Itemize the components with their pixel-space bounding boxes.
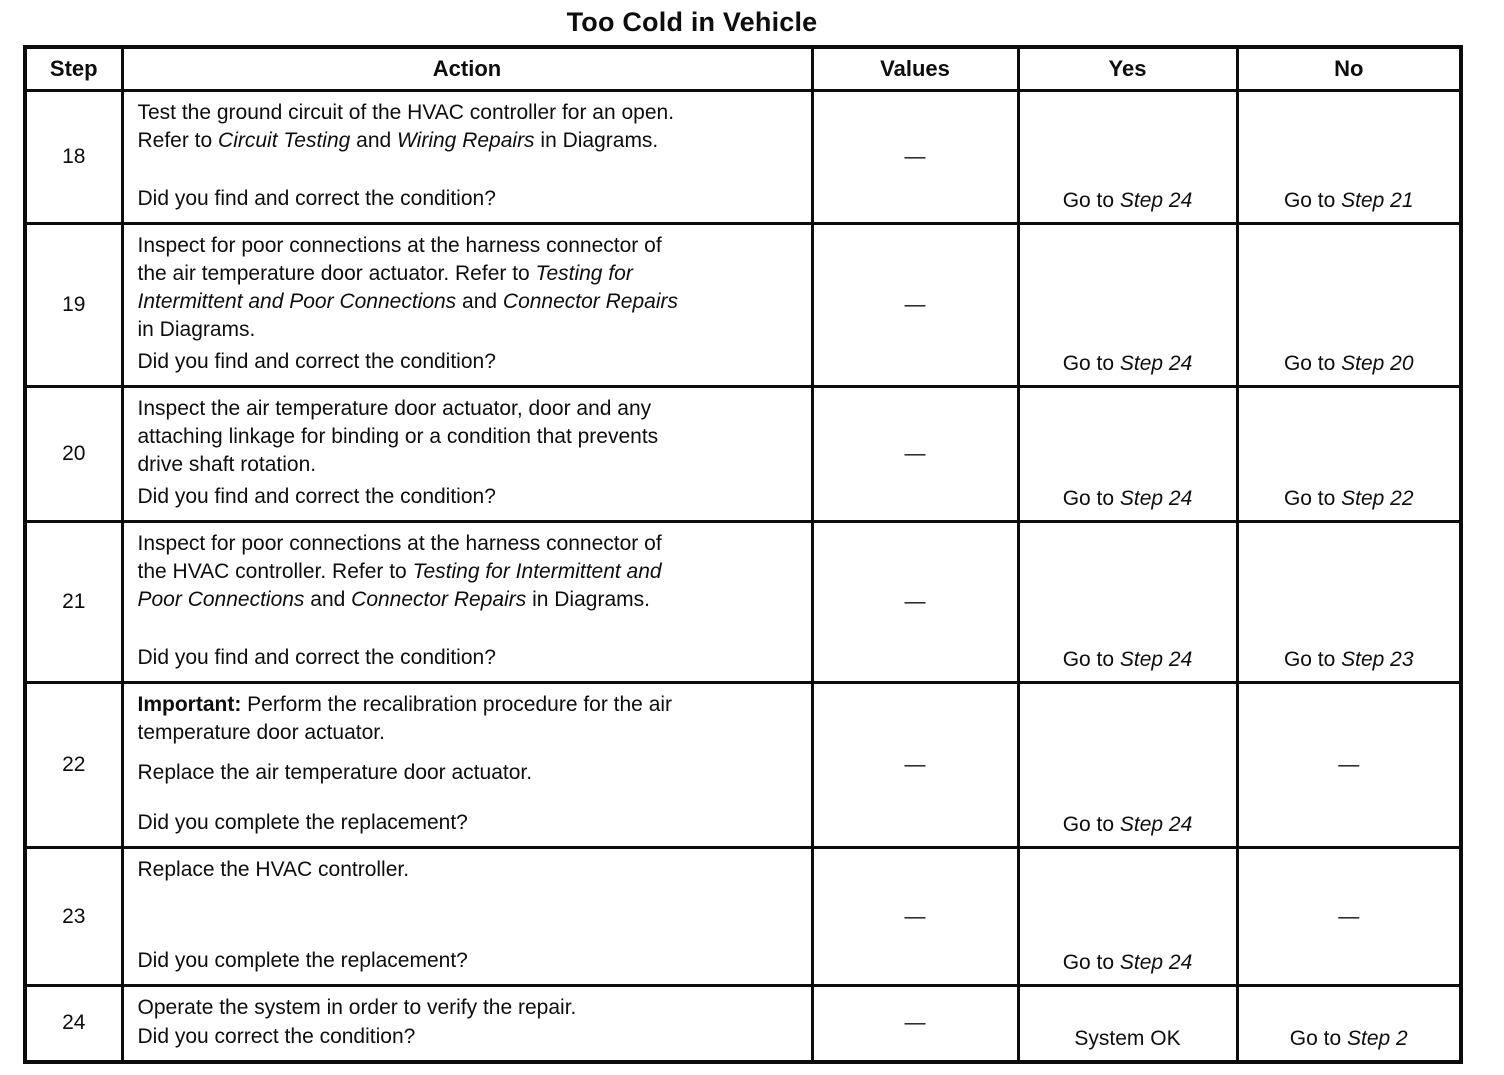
no-link: Go to Step 22 <box>1283 487 1414 510</box>
no-cell <box>1237 91 1461 224</box>
yes-cell <box>1018 91 1237 224</box>
column-header-step: Step <box>25 47 122 91</box>
step-number: 21 <box>25 522 122 683</box>
values-cell <box>812 683 1018 848</box>
action-question: Did you complete the replacement? <box>137 811 468 834</box>
values-dash: — <box>904 904 926 928</box>
action-text: Replace the HVAC controller. <box>137 858 410 881</box>
action-cell <box>122 387 812 522</box>
action-cell <box>122 91 812 224</box>
no-cell <box>1237 224 1461 387</box>
action-text: Test the ground circuit of the HVAC controller for an open. Refer to Circuit Testing and Wiring Repairs in Diagrams. <box>137 101 675 152</box>
no-cell <box>1237 683 1461 848</box>
no-cell <box>1237 986 1461 1062</box>
column-header-values: Values <box>812 47 1018 91</box>
column-header-no: No <box>1237 47 1461 91</box>
no-link: Go to Step 21 <box>1283 189 1414 212</box>
no-cell <box>1237 387 1461 522</box>
header-row <box>25 47 1461 91</box>
yes-link: Go to Step 24 <box>1062 487 1193 510</box>
values-dash: — <box>904 1011 926 1035</box>
step-number: 18 <box>25 91 122 224</box>
action-cell <box>122 848 812 986</box>
action-question: Did you find and correct the condition? <box>137 485 496 508</box>
action-cell <box>122 986 812 1062</box>
no-cell <box>1237 522 1461 683</box>
table-row-step-23 <box>25 848 1461 986</box>
step-number: 22 <box>25 683 122 848</box>
action-question: Did you find and correct the condition? <box>137 350 496 373</box>
action-cell <box>122 522 812 683</box>
action-text: Inspect for poor connections at the harness connector of the air temperature door actuator. Refer to Testing for Intermittent and Poor Connections and Connector Repairs in Diagrams. <box>137 234 678 341</box>
values-dash: — <box>904 753 926 776</box>
yes-link: Go to Step 24 <box>1062 189 1193 212</box>
values-cell <box>812 91 1018 224</box>
action-text: Replace the air temperature door actuator. <box>137 761 533 784</box>
action-cell <box>122 224 812 387</box>
values-dash: — <box>904 590 926 613</box>
table-row-step-24 <box>25 986 1461 1062</box>
action-text-important: Important: Perform the recalibration procedure for the air temperature door actuator. <box>137 693 673 744</box>
no-dash: — <box>1338 753 1360 776</box>
no-link: Go to Step 2 <box>1289 1026 1408 1050</box>
diagnostic-table <box>23 45 1463 1064</box>
yes-cell <box>1018 522 1237 683</box>
no-cell <box>1237 848 1461 986</box>
action-text: Operate the system in order to verify the repair. <box>137 996 577 1019</box>
step-number: 20 <box>25 387 122 522</box>
table-row-step-18 <box>25 91 1461 224</box>
yes-link: Go to Step 24 <box>1062 813 1193 836</box>
yes-cell <box>1018 848 1237 986</box>
step-number: 23 <box>25 848 122 986</box>
action-text: Inspect the air temperature door actuator, door and any attaching linkage for binding or a condition that prevents drive shaft rotation. <box>137 397 659 476</box>
action-text: Inspect for poor connections at the harness connector of the HVAC controller. Refer to Testing for Intermittent and Poor Connections and Connector Repairs in Diagrams. <box>137 532 662 611</box>
column-header-action: Action <box>122 47 812 91</box>
no-link: Go to Step 20 <box>1283 352 1414 375</box>
values-cell <box>812 986 1018 1062</box>
step-number: 24 <box>25 986 122 1062</box>
action-question: Did you complete the replacement? <box>137 949 468 972</box>
yes-link: Go to Step 24 <box>1062 352 1193 375</box>
yes-cell <box>1018 387 1237 522</box>
table-row-step-20 <box>25 387 1461 522</box>
action-question: Did you find and correct the condition? <box>137 187 496 210</box>
values-dash: — <box>904 145 926 168</box>
yes-cell <box>1018 224 1237 387</box>
page-title: Too Cold in Vehicle <box>566 7 818 37</box>
yes-link: Go to Step 24 <box>1062 648 1193 671</box>
values-dash: — <box>904 442 926 465</box>
values-cell <box>812 387 1018 522</box>
no-dash: — <box>1338 904 1360 928</box>
yes-result: System OK <box>1074 1026 1181 1050</box>
action-question: Did you correct the condition? <box>137 1024 416 1048</box>
yes-cell <box>1018 986 1237 1062</box>
table-row-step-22 <box>25 683 1461 848</box>
yes-link: Go to Step 24 <box>1062 951 1193 974</box>
yes-cell <box>1018 683 1237 848</box>
action-question: Did you find and correct the condition? <box>137 646 496 669</box>
table-row-step-19 <box>25 224 1461 387</box>
action-cell <box>122 683 812 848</box>
table-row-step-21 <box>25 522 1461 683</box>
no-link: Go to Step 23 <box>1283 648 1414 671</box>
values-cell <box>812 522 1018 683</box>
values-cell <box>812 224 1018 387</box>
column-header-yes: Yes <box>1018 47 1237 91</box>
values-dash: — <box>904 293 926 316</box>
values-cell <box>812 848 1018 986</box>
step-number: 19 <box>25 224 122 387</box>
